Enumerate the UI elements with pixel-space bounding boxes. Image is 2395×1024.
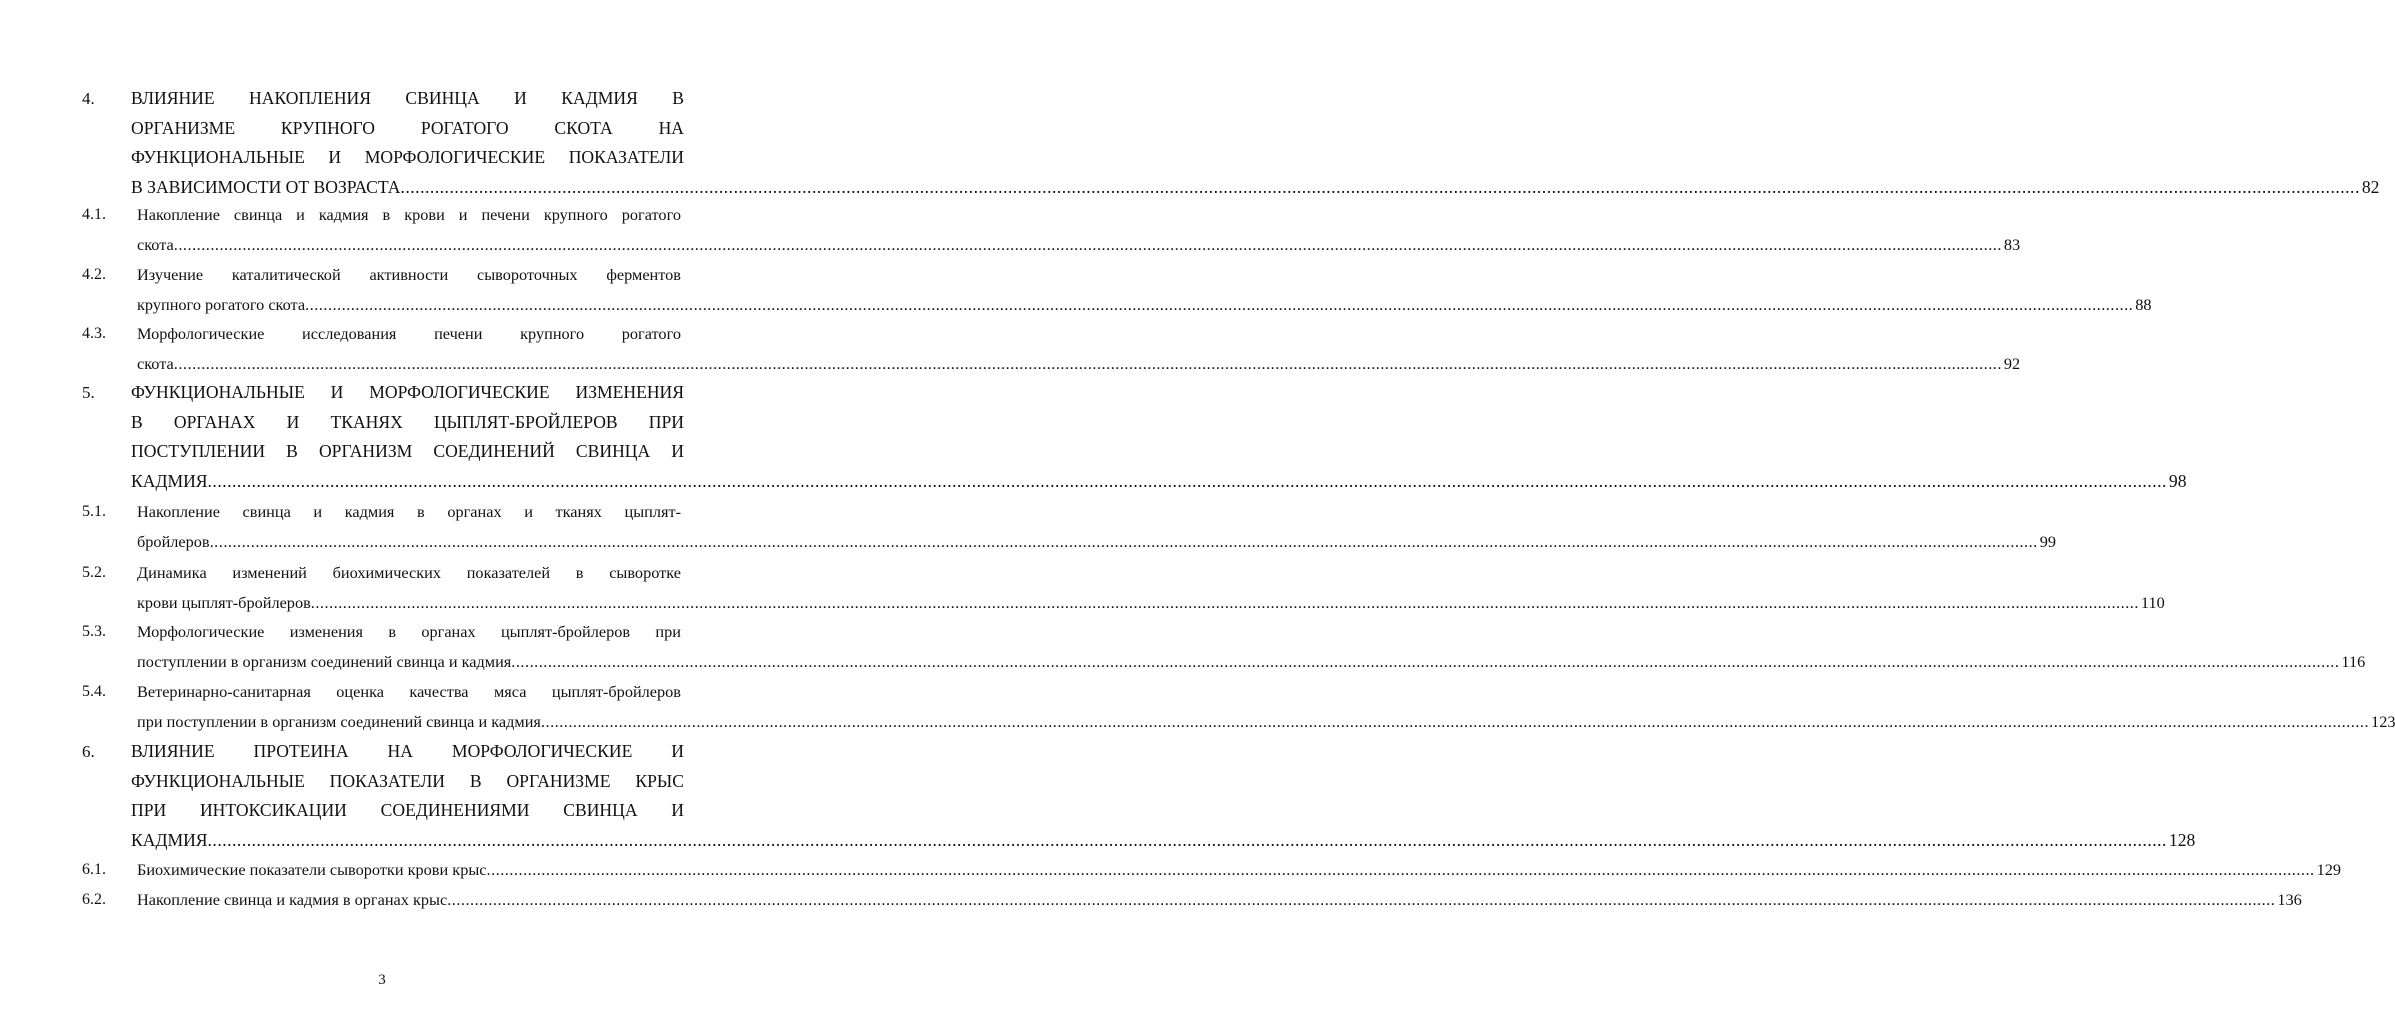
toc-entry-number: 5.4. bbox=[82, 683, 106, 700]
toc-entry-page: 128 bbox=[2168, 830, 2196, 851]
toc-entry-title-line: крупного рогатого скота bbox=[137, 294, 306, 314]
dot-leader: ................................................................................................................................................................................................................................................................................................................................................................................................................ bbox=[207, 830, 2167, 851]
toc-entry-leader-line bbox=[137, 294, 2152, 315]
toc-entry-title-line: бройлеров bbox=[137, 531, 210, 551]
toc-entry-title-line: КАДМИЯ bbox=[131, 830, 208, 851]
toc-entry-leader-line bbox=[137, 890, 2302, 910]
toc-entry-page: 136 bbox=[2277, 890, 2302, 909]
toc-entry-title-line: скота bbox=[137, 234, 174, 254]
toc-entry-page: 116 bbox=[2341, 651, 2366, 671]
toc-entry-page: 88 bbox=[2135, 294, 2152, 314]
toc-entry-title-line: В ОРГАНАХ И ТКАНЯХ ЦЫПЛЯТ-БРОЙЛЕРОВ ПРИ bbox=[131, 411, 684, 432]
toc-entry-title-line: Накопление свинца и кадмия в крови и печени крупного рогатого bbox=[137, 205, 681, 224]
toc-entry-page: 123 bbox=[2371, 711, 2395, 731]
toc-entry-title-line: ПРИ ИНТОКСИКАЦИИ СОЕДИНЕНИЯМИ СВИНЦА И bbox=[131, 800, 684, 821]
toc-entry-leader-line bbox=[131, 471, 2187, 492]
dot-leader: ................................................................................................................................................................................................................................................................................................................................................................................................................ bbox=[447, 890, 2276, 909]
toc-entry-leader-line bbox=[137, 592, 2165, 613]
toc-entry-title-line: Динамика изменений биохимических показателей в сыворотке bbox=[137, 563, 681, 582]
toc-entry-number: 4.1. bbox=[82, 206, 106, 223]
dot-leader: ................................................................................................................................................................................................................................................................................................................................................................................................................ bbox=[173, 234, 2002, 254]
toc-entry-number: 5.2. bbox=[82, 564, 106, 581]
dot-leader: ................................................................................................................................................................................................................................................................................................................................................................................................................ bbox=[310, 592, 2139, 612]
toc-entry-leader-line bbox=[131, 177, 2380, 198]
toc-entry-title-line: ФУНКЦИОНАЛЬНЫЕ И МОРФОЛОГИЧЕСКИЕ ИЗМЕНЕНИЯ bbox=[131, 382, 684, 402]
toc-entry-title-line: Биохимические показатели сыворотки крови крыс bbox=[137, 860, 487, 879]
toc-entry-number: 6.2. bbox=[82, 891, 106, 908]
page-number: 3 bbox=[378, 972, 386, 988]
toc-entry-page: 82 bbox=[2361, 177, 2380, 198]
toc-entry-title-line: ПОСТУПЛЕНИИ В ОРГАНИЗМ СОЕДИНЕНИЙ СВИНЦА И bbox=[131, 441, 684, 462]
dot-leader: ................................................................................................................................................................................................................................................................................................................................................................................................................ bbox=[305, 294, 2134, 314]
toc-entry-page: 110 bbox=[2140, 592, 2165, 612]
toc-entry-number: 5. bbox=[82, 383, 95, 402]
toc-entry-page: 98 bbox=[2168, 471, 2187, 492]
toc-entry-number: 5.3. bbox=[82, 623, 106, 640]
toc-entry-title-line: крови цыплят-бройлеров bbox=[137, 592, 311, 612]
toc-entry-title-line: ВЛИЯНИЕ ПРОТЕИНА НА МОРФОЛОГИЧЕСКИЕ И bbox=[131, 741, 684, 761]
toc-entry-leader-line bbox=[137, 651, 2366, 672]
toc-entry-title-line: Морфологические изменения в органах цыплят-бройлеров при bbox=[137, 622, 681, 641]
toc-entry-leader-line bbox=[137, 711, 2395, 732]
toc-entry-title-line: при поступлении в организм соединений свинца и кадмия bbox=[137, 711, 541, 731]
toc-entry-leader-line bbox=[137, 353, 2021, 374]
dot-leader: ................................................................................................................................................................................................................................................................................................................................................................................................................ bbox=[511, 651, 2340, 671]
toc-entry-number: 5.1. bbox=[82, 503, 106, 520]
dot-leader: ................................................................................................................................................................................................................................................................................................................................................................................................................ bbox=[207, 471, 2167, 492]
toc-entry-title-line: ФУНКЦИОНАЛЬНЫЕ ПОКАЗАТЕЛИ В ОРГАНИЗМЕ КРЫС bbox=[131, 770, 684, 791]
toc-entry-page: 99 bbox=[2039, 531, 2057, 551]
toc-entry-leader-line bbox=[137, 531, 2057, 552]
dot-leader: ................................................................................................................................................................................................................................................................................................................................................................................................................ bbox=[173, 353, 2002, 373]
toc-entry-title-line: поступлении в организм соединений свинца и кадмия bbox=[137, 651, 512, 671]
toc-entry-number: 6. bbox=[82, 742, 95, 761]
dot-leader: ................................................................................................................................................................................................................................................................................................................................................................................................................ bbox=[486, 860, 2315, 879]
dot-leader: ................................................................................................................................................................................................................................................................................................................................................................................................................ bbox=[540, 711, 2370, 731]
toc-entry-title-line: Накопление свинца и кадмия в органах и тканях цыплят- bbox=[137, 502, 681, 521]
dot-leader: ................................................................................................................................................................................................................................................................................................................................................................................................................ bbox=[400, 177, 2360, 198]
toc-entry-leader-line bbox=[131, 830, 2196, 851]
toc-entry-title-line: Изучение каталитической активности сывороточных ферментов bbox=[137, 265, 681, 284]
toc-entry-title-line: В ЗАВИСИМОСТИ ОТ ВОЗРАСТА bbox=[131, 177, 401, 198]
toc-entry-title-line: Накопление свинца и кадмия в органах крыс bbox=[137, 890, 448, 909]
toc-entry-leader-line bbox=[137, 860, 2342, 880]
toc-entry-title-line: скота bbox=[137, 353, 174, 373]
toc-entry-number: 4.2. bbox=[82, 266, 106, 283]
toc-entry-leader-line bbox=[137, 234, 2021, 255]
toc-entry-page: 83 bbox=[2003, 234, 2021, 254]
toc-entry-number: 6.1. bbox=[82, 861, 106, 878]
toc-entry-number: 4. bbox=[82, 89, 95, 108]
toc-entry-title-line: ОРГАНИЗМЕ КРУПНОГО РОГАТОГО СКОТА НА bbox=[131, 117, 684, 138]
toc-entry-title-line: ВЛИЯНИЕ НАКОПЛЕНИЯ СВИНЦА И КАДМИЯ В bbox=[131, 88, 684, 108]
toc-entry-page: 92 bbox=[2003, 353, 2021, 373]
toc-entry-title-line: Морфологические исследования печени крупного рогатого bbox=[137, 324, 681, 343]
dot-leader: ................................................................................................................................................................................................................................................................................................................................................................................................................ bbox=[209, 531, 2038, 551]
toc-entry-page: 129 bbox=[2316, 860, 2342, 879]
toc-entry-title-line: Ветеринарно-санитарная оценка качества мяса цыплят-бройлеров bbox=[137, 682, 681, 701]
toc-entry-title-line: КАДМИЯ bbox=[131, 471, 208, 492]
toc-entry-title-line: ФУНКЦИОНАЛЬНЫЕ И МОРФОЛОГИЧЕСКИЕ ПОКАЗАТЕЛИ bbox=[131, 147, 684, 168]
toc-entry-number: 4.3. bbox=[82, 325, 106, 342]
